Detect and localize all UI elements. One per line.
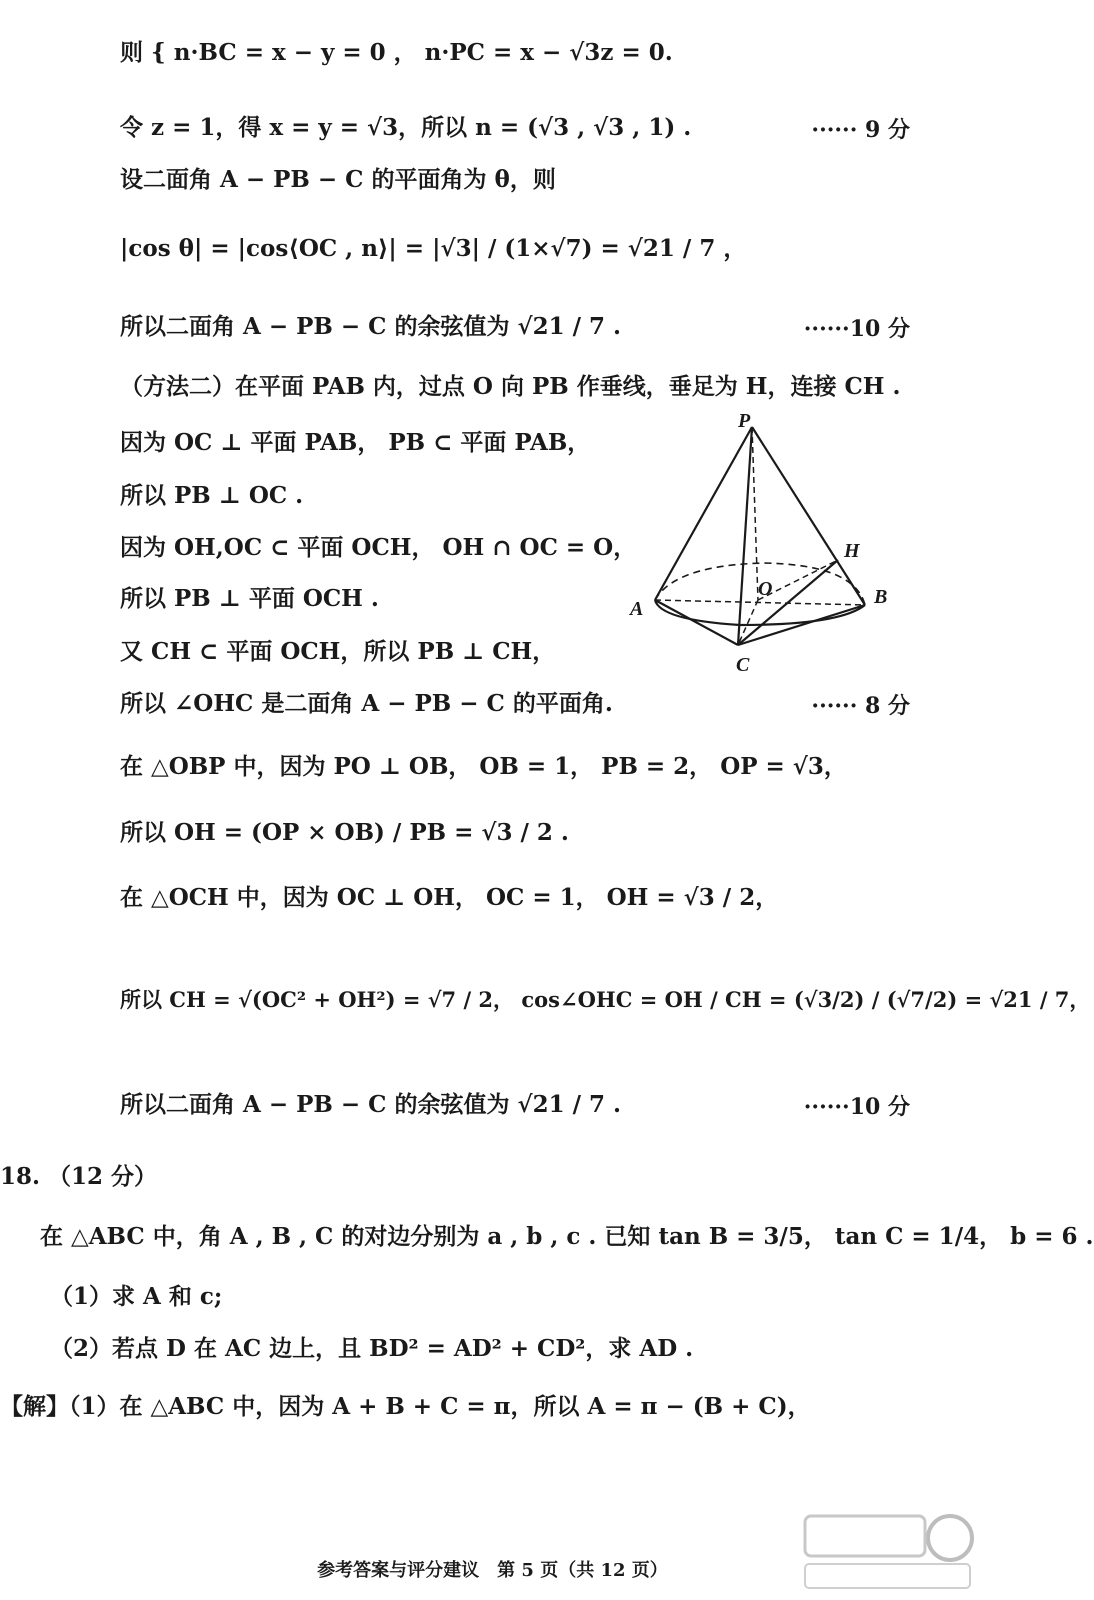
text-line: 又 CH ⊂ 平面 OCH，所以 PB ⊥ CH， [120, 638, 556, 665]
score-mark: ······ 8 分 [811, 693, 910, 719]
text-line: 在 △OCH 中，因为 OC ⊥ OH， OC = 1， OH = √3 / 2， [120, 884, 779, 911]
text-line: （方法二）在平面 PAB 内，过点 O 向 PB 作垂线，垂足为 H，连接 CH . [120, 373, 901, 400]
problem-number: 18. （12 分） [0, 1163, 158, 1190]
text-line: 因为 OC ⊥ 平面 PAB， PB ⊂ 平面 PAB， [120, 429, 591, 456]
text-line: 则 { n·BC = x − y = 0 ， n·PC = x − √3z = 0. [120, 39, 673, 66]
segment-AB [655, 600, 865, 605]
text-line: 令 z = 1，得 x = y = √3，所以 n = (√3 , √3 , 1) . [120, 114, 692, 141]
text-line: 因为 OH,OC ⊂ 平面 OCH， OH ∩ OC = O， [120, 534, 637, 561]
label-H: H [844, 540, 860, 562]
text-line: 所以二面角 A − PB − C 的余弦值为 √21 / 7 . [120, 313, 622, 340]
edge-PC [738, 427, 752, 645]
cone-diagram [620, 405, 920, 695]
score-mark: ······10 分 [803, 1094, 910, 1120]
text-line: 所以 PB ⊥ 平面 OCH . [120, 585, 379, 612]
edge-PA [655, 427, 752, 600]
text-line: （1）求 A 和 c; [50, 1283, 223, 1310]
text-line: 所以 ∠OHC 是二面角 A − PB − C 的平面角. [120, 690, 613, 717]
text-line: 【解】（1）在 △ABC 中，因为 A + B + C = π，所以 A = π − (B + C)， [0, 1393, 811, 1420]
edge-CA [655, 600, 738, 645]
base-front-arc [655, 600, 865, 625]
text-line: 所以二面角 A − PB − C 的余弦值为 √21 / 7 . [120, 1091, 622, 1118]
text-line: 所以 PB ⊥ OC . [120, 482, 304, 509]
text-line: 设二面角 A − PB − C 的平面角为 θ，则 [120, 166, 556, 193]
text-line: （2）若点 D 在 AC 边上，且 BD² = AD² + CD²，求 AD . [50, 1335, 694, 1362]
label-O: O [758, 578, 773, 600]
label-P: P [738, 410, 751, 432]
page-footer: 参考答案与评分建议 第 5 页（共 12 页） [317, 1560, 668, 1581]
text-line: 在 △ABC 中，角 A , B , C 的对边分别为 a , b , c . 已知 tan B = 3/5， tan C = 1/4， b = 6 . [40, 1223, 1094, 1250]
score-mark: ······10 分 [803, 316, 910, 342]
watermark-logo [800, 1508, 975, 1593]
label-A: A [630, 598, 644, 620]
text-line: 所以 OH = (OP × OB) / PB = √3 / 2 . [120, 819, 569, 846]
text-line: 在 △OBP 中，因为 PO ⊥ OB， OB = 1， PB = 2， OP = √3， [120, 753, 847, 780]
text-line: |cos θ| = |cos⟨OC , n⟩| = |√3| / (1×√7) = √21 / 7 ， [120, 235, 747, 262]
label-C: C [736, 654, 750, 676]
label-B: B [874, 586, 888, 608]
segment-PO [752, 427, 758, 600]
text-line: 所以 CH = √(OC² + OH²) = √7 / 2， cos∠OHC = OH / CH = (√3/2) / (√7/2) = √21 / 7， [120, 987, 1091, 1012]
score-mark: ······ 9 分 [811, 117, 910, 143]
